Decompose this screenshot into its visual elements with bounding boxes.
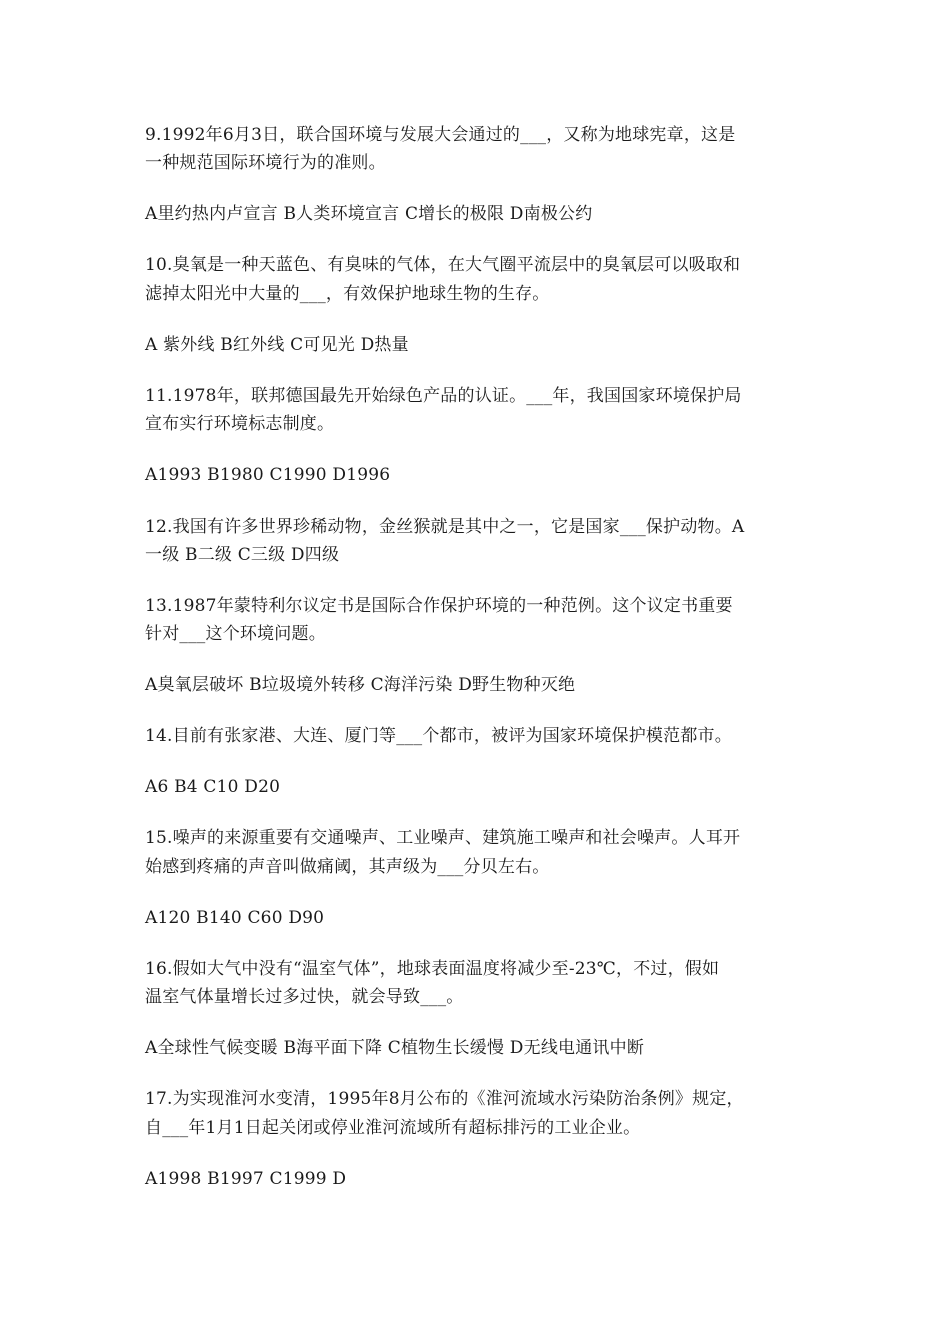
- question-17-stem-line-1: 17.为实现淮河水变清，1995年8月公布的《淮河流域水污染防治条例》规定，: [145, 1089, 744, 1109]
- question-10-stem-line-2: 滤掉太阳光中大量的___，有效保护地球生物的生存。: [145, 284, 550, 304]
- question-17-stem-line-2: 自___年1月1日起关闭或停业淮河流域所有超标排污的工业企业。: [145, 1118, 641, 1138]
- question-10-stem-line-1: 10.臭氧是一种天蓝色、有臭味的气体，在大气圈平流层中的臭氧层可以吸取和: [145, 255, 741, 275]
- question-10-options: A 紫外线 B红外线 C可见光 D热量: [145, 335, 409, 355]
- question-13-options: A臭氧层破坏 B垃圾境外转移 C海洋污染 D野生物种灭绝: [145, 675, 576, 695]
- question-16-stem-line-2: 温室气体量增长过多过快，就会导致___。: [145, 987, 464, 1007]
- question-12-stem-line-1: 12.我国有许多世界珍稀动物，金丝猴就是其中之一，它是国家___保护动物。A: [145, 517, 745, 537]
- question-12-stem-line-2: 一级 B二级 C三级 D四级: [145, 545, 340, 565]
- question-13-stem-line-1: 13.1987年蒙特利尔议定书是国际合作保护环境的一种范例。这个议定书重要: [145, 596, 733, 616]
- question-16-options: A全球性气候变暖 B海平面下降 C植物生长缓慢 D无线电通讯中断: [145, 1038, 645, 1058]
- question-14-stem-line-1: 14.目前有张家港、大连、厦门等___个都市，被评为国家环境保护模范都市。: [145, 726, 732, 746]
- question-11-stem-line-2: 宣布实行环境标志制度。: [145, 414, 335, 434]
- question-14-options: A6 B4 C10 D20: [145, 777, 281, 797]
- question-13-stem-line-2: 针对___这个环境问题。: [145, 624, 326, 644]
- question-16-stem-line-1: 16.假如大气中没有“温室气体”，地球表面温度将减少至-23℃，不过，假如: [145, 959, 720, 979]
- question-11-options: A1993 B1980 C1990 D1996: [145, 465, 391, 485]
- question-15-stem-line-1: 15.噪声的来源重要有交通噪声、工业噪声、建筑施工噪声和社会噪声。人耳开: [145, 828, 741, 848]
- question-9-stem-line-1: 9.1992年6月3日，联合国环境与发展大会通过的___，又称为地球宪章，这是: [145, 125, 736, 145]
- question-15-options: A120 B140 C60 D90: [145, 908, 325, 928]
- question-9-options: A里约热内卢宣言 B人类环境宣言 C增长的极限 D南极公约: [145, 204, 593, 224]
- question-11-stem-line-1: 11.1978年，联邦德国最先开始绿色产品的认证。___年，我国国家环境保护局: [145, 386, 742, 406]
- question-17-options: A1998 B1997 C1999 D: [145, 1169, 347, 1189]
- question-9-stem-line-2: 一种规范国际环境行为的准则。: [145, 153, 386, 173]
- question-15-stem-line-2: 始感到疼痛的声音叫做痛阈，其声级为___分贝左右。: [145, 857, 550, 877]
